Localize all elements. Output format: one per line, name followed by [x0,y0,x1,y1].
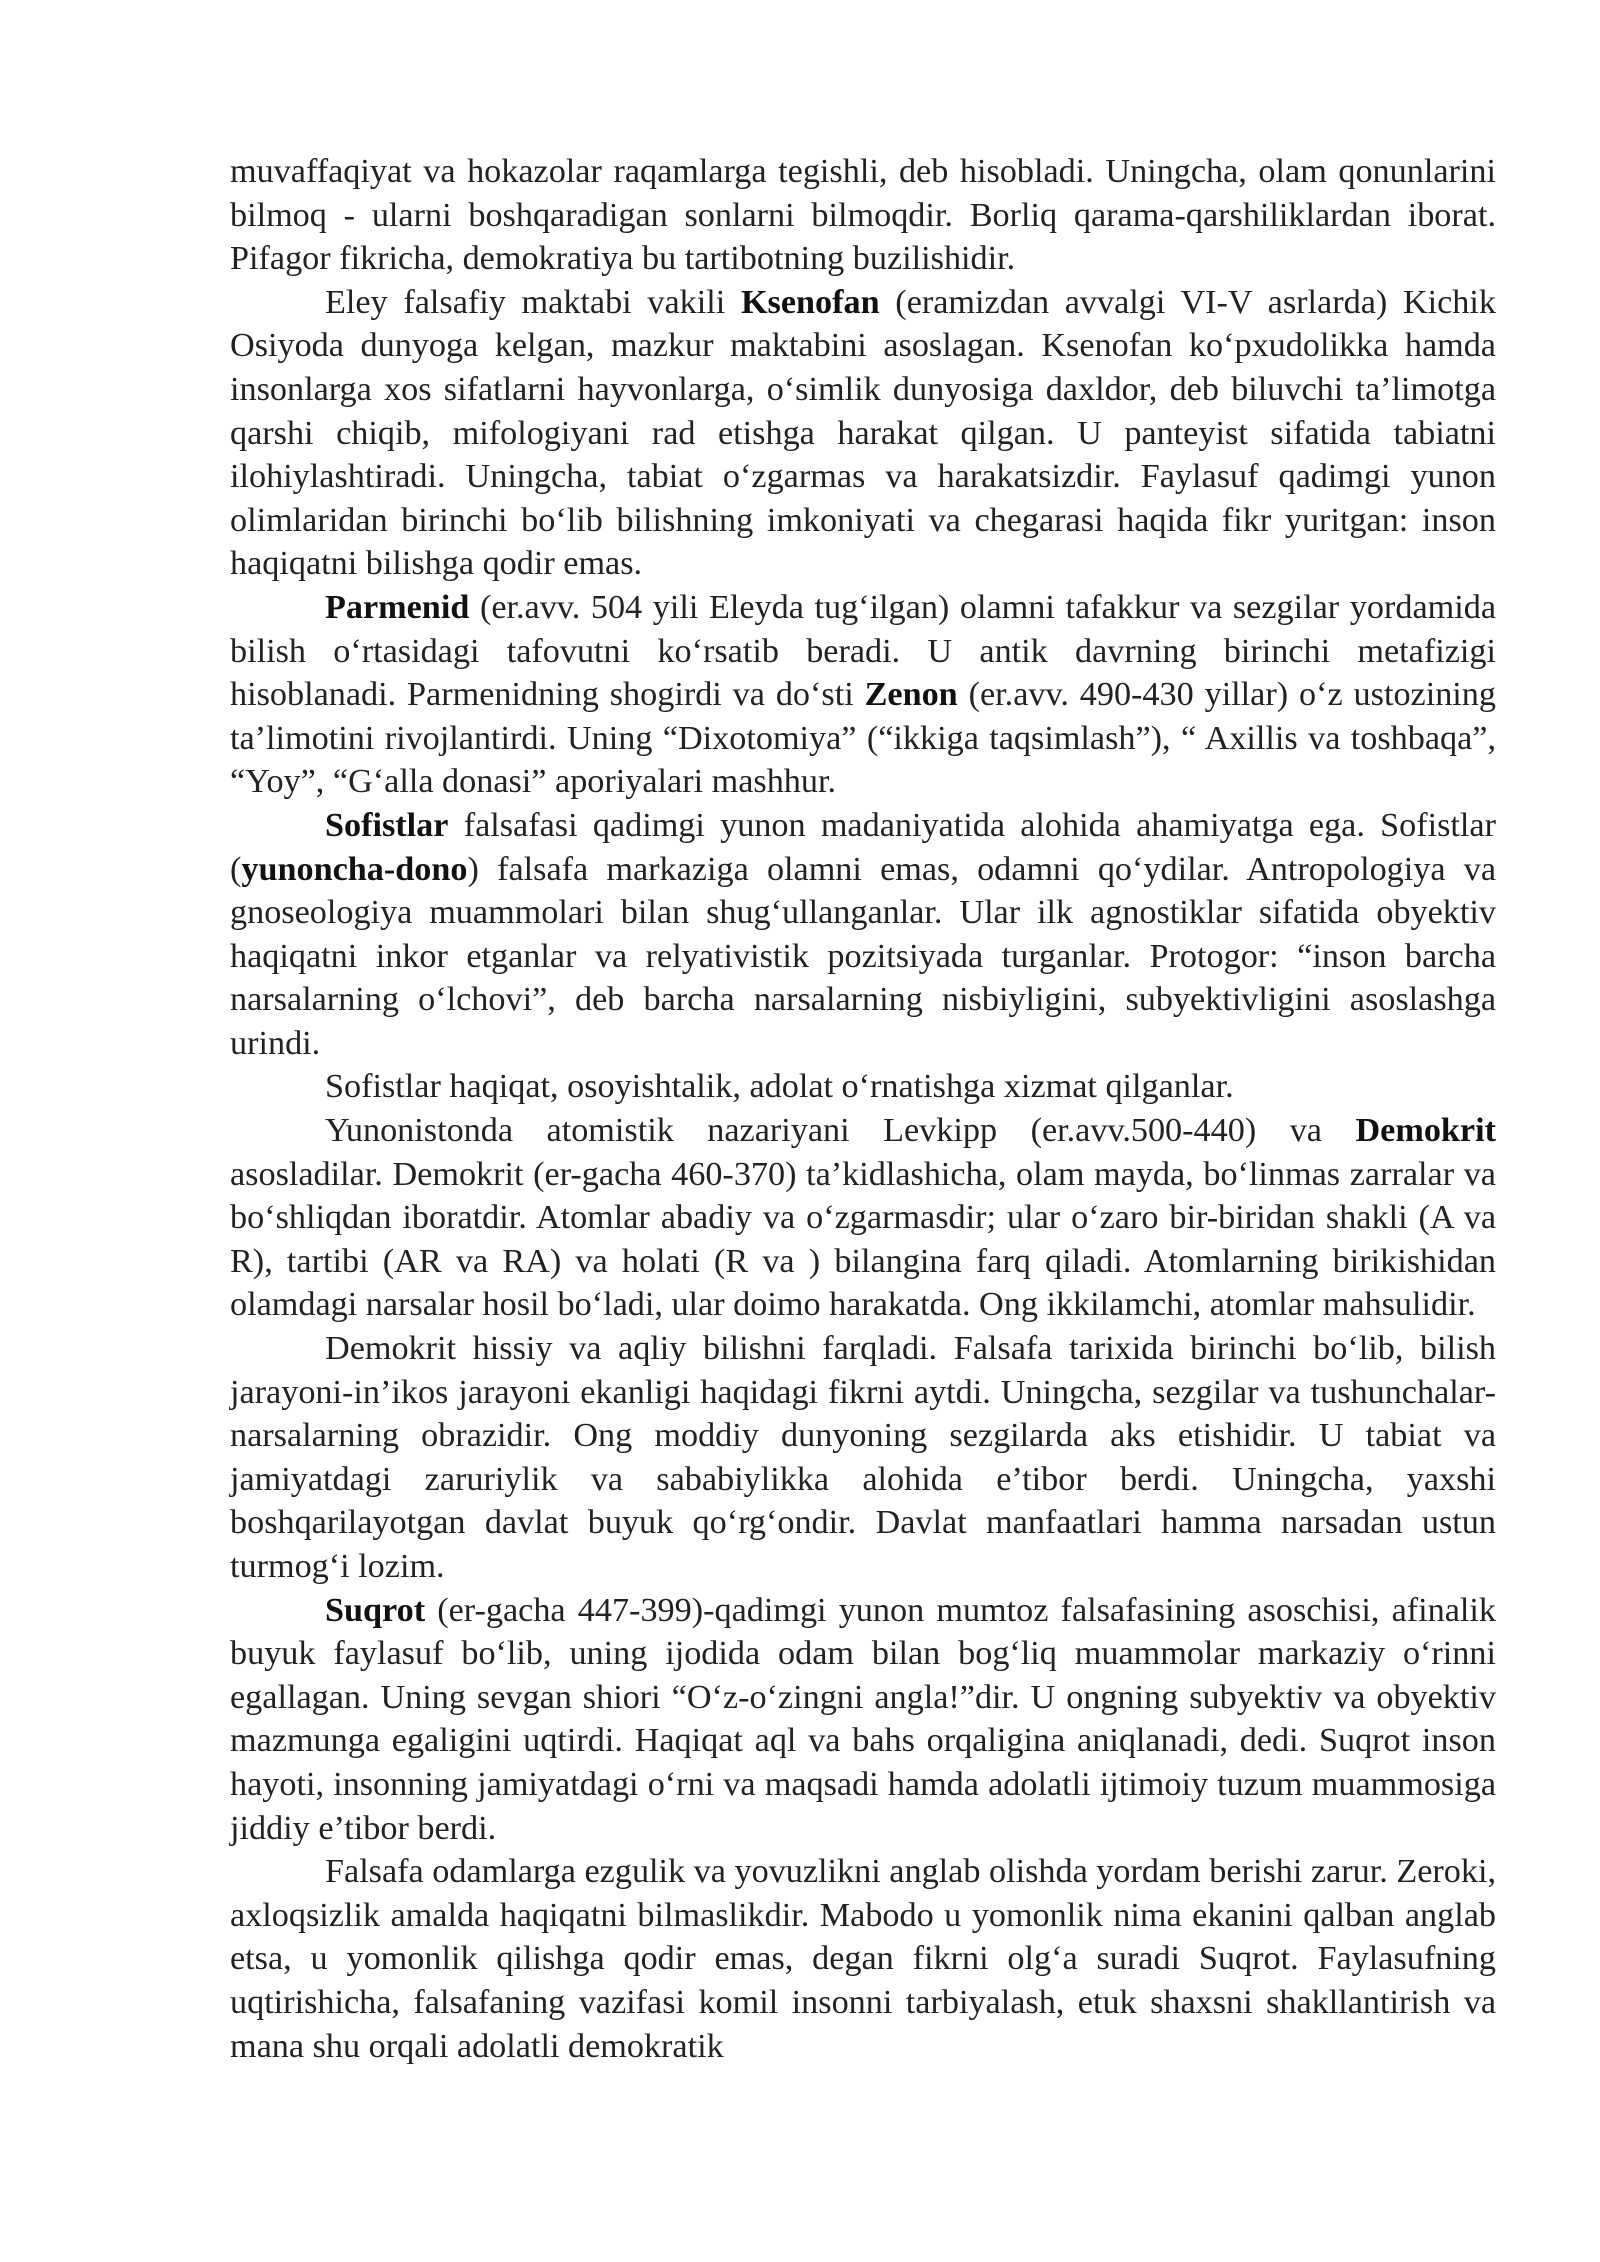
bold-term-yunoncha-dono: yunoncha-dono [241,850,468,888]
paragraph-demokrit-cognition [230,1327,1496,1589]
bold-term-suqrot: Suqrot [325,1591,426,1629]
bold-term-demokrit: Demokrit [1355,1112,1496,1150]
paragraph-atomism [230,1109,1496,1327]
paragraph-ksenofan [230,281,1496,586]
paragraph-sofistlar [230,804,1496,1066]
paragraph-pifagor-ending [230,150,1496,281]
paragraph-falsafa-ethics [230,1850,1496,2068]
text-run: (er-gacha 447-399)-qadimgi yunon mumtoz falsafasining asoschisi, afinalik buyuk faylasuf bo‘lib, uning ijodida odam bilan bog‘liq muammolar markaziy o‘rinni egallagan. Uning sevgan shiori “O‘z-o‘zingni angla!”dir. U ongning subyektiv va obyektiv mazmunga egaligini uqtirdi. Haqiqat aql va bahs orqaligina aniqlanadi, dedi. Suqrot inson hayoti, insonning jamiyatdagi o‘rni va maqsadi hamda adolatli ijtimoiy tuzum muammosiga jiddiy e’tibor berdi. [230,1591,1496,1847]
text-run: falsafasi qadimgi yunon madaniyatida alohida ahamiyatga ega. Sofistlar ( [230,806,1496,888]
bold-term-ksenofan: Ksenofan [740,283,880,321]
text-run: (er.avv. 504 yili Eleyda tug‘ilgan) olamni tafakkur va sezgilar yordamida bilish o‘rtasidagi tafovutni ko‘rsatib beradi. U antik davrning birinchi metafizigi hisoblanadi. Parmenidning shogirdi va do‘sti [230,588,1496,714]
text-run: asosladilar. Demokrit (er-gacha 460-370) ta’kidlashicha, olam mayda, bo‘linmas zarralar va bo‘shliqdan iboratdir. Atomlar abadiy va o‘zgarmasdir; ular o‘zaro bir-biridan shakli (A va R), tartibi (AR va RA) va holati (R va ) bilangina farq qiladi. Atomlarning birikishidan olamdagi narsalar hosil bo‘ladi, ular doimo harakatda. Ong ikkilamchi, atomlar mahsulidir. [230,1155,1496,1324]
bold-term-parmenid: Parmenid [325,588,470,626]
paragraph-sofistlar-service [230,1065,1496,1109]
paragraph-parmenid [230,586,1496,804]
text-run: ) falsafa markaziga olamni emas, odamni qo‘ydilar. Antropologiya va gnoseologiya muammolari bilan shug‘ullanganlar. Ular ilk agnostiklar sifatida obyektiv haqiqatni inkor etganlar va relyativistik pozitsiyada turganlar. Protogor: “inson barcha narsalarning o‘lchovi”, deb barcha narsalarning nisbiyligini, subyektivligini asoslashga urindi. [230,850,1496,1062]
text-run: Eley falsafiy maktabi vakili [325,283,741,321]
text-run: muvaffaqiyat va hokazolar raqamlarga tegishli, deb hisobladi. Uningcha, olam qonunlarini bilmoq - ularni boshqaradigan sonlarni bilmoqdir. Borliq qarama-qarshiliklardan iborat. Pifagor fikricha, demokratiya bu tartibotning buzilishidir. [230,153,1496,278]
text-run: Yunonistonda atomistik nazariyani Levkipp (er.avv.500-440) va [325,1112,1356,1150]
text-run: (eramizdan avvalgi VI-V asrlarda) Kichik Osiyoda dunyoga kelgan, mazkur maktabini asoslagan. Ksenofan ko‘pxudolikka hamda insonlarga xos sifatlarni hayvonlarga, o‘simlik dunyosiga daxldor, deb biluvchi ta’limotga qarshi chiqib, mifologiyani rad etishga harakat qilgan. U panteyist sifatida tabiatni ilohiylashtiradi. Uningcha, tabiat o‘zgarmas va harakatsizdir. Faylasuf qadimgi yunon olimlaridan birinchi bo‘lib bilishning imkoniyati va chegarasi haqida fikr yuritgan: inson haqiqatni bilishga qodir emas. [230,283,1496,583]
text-run: Falsafa odamlarga ezgulik va yovuzlikni anglab olishda yordam berishi zarur. Zeroki, axloqsizlik amalda haqiqatni bilmaslikdir. Mabodo u yomonlik nima ekanini qalban anglab etsa, u yomonlik qilishga qodir emas, degan fikrni olg‘a suradi Suqrot. Faylasufning uqtirishicha, falsafaning vazifasi komil insonni tarbiyalash, etuk shaxsni shakllantirish va mana shu orqali adolatli demokratik [230,1853,1496,2065]
text-run: Sofistlar haqiqat, osoyishtalik, adolat o‘rnatishga xizmat qilganlar. [325,1068,1234,1106]
bold-term-zenon: Zenon [864,676,958,714]
paragraph-suqrot [230,1589,1496,1851]
text-run: Demokrit hissiy va aqliy bilishni farqladi. Falsafa tarixida birinchi bo‘lib, bilish jarayoni-in’ikos jarayoni ekanligi haqidagi fikrni aytdi. Uningcha, sezgilar va tushunchalar-narsalarning obrazidir. Ong moddiy dunyoning sezgilarda aks etishidir. U tabiat va jamiyatdagi zaruriylik va sababiylikka alohida e’tibor berdi. Uningcha, yaxshi boshqarilayotgan davlat buyuk qo‘rg‘ondir. Davlat manfaatlari hamma narsadan ustun turmog‘i lozim. [230,1330,1496,1585]
document-page [230,150,1496,2068]
text-run: (er.avv. 490-430 yillar) o‘z ustozining ta’limotini rivojlantirdi. Uning “Dixotomiya” (“ikkiga taqsimlash”), “ Axillis va toshbaqa”, “Yoy”, “G‘alla donasi” aporiyalari mashhur. [230,676,1496,801]
bold-term-sofistlar: Sofistlar [325,806,449,844]
